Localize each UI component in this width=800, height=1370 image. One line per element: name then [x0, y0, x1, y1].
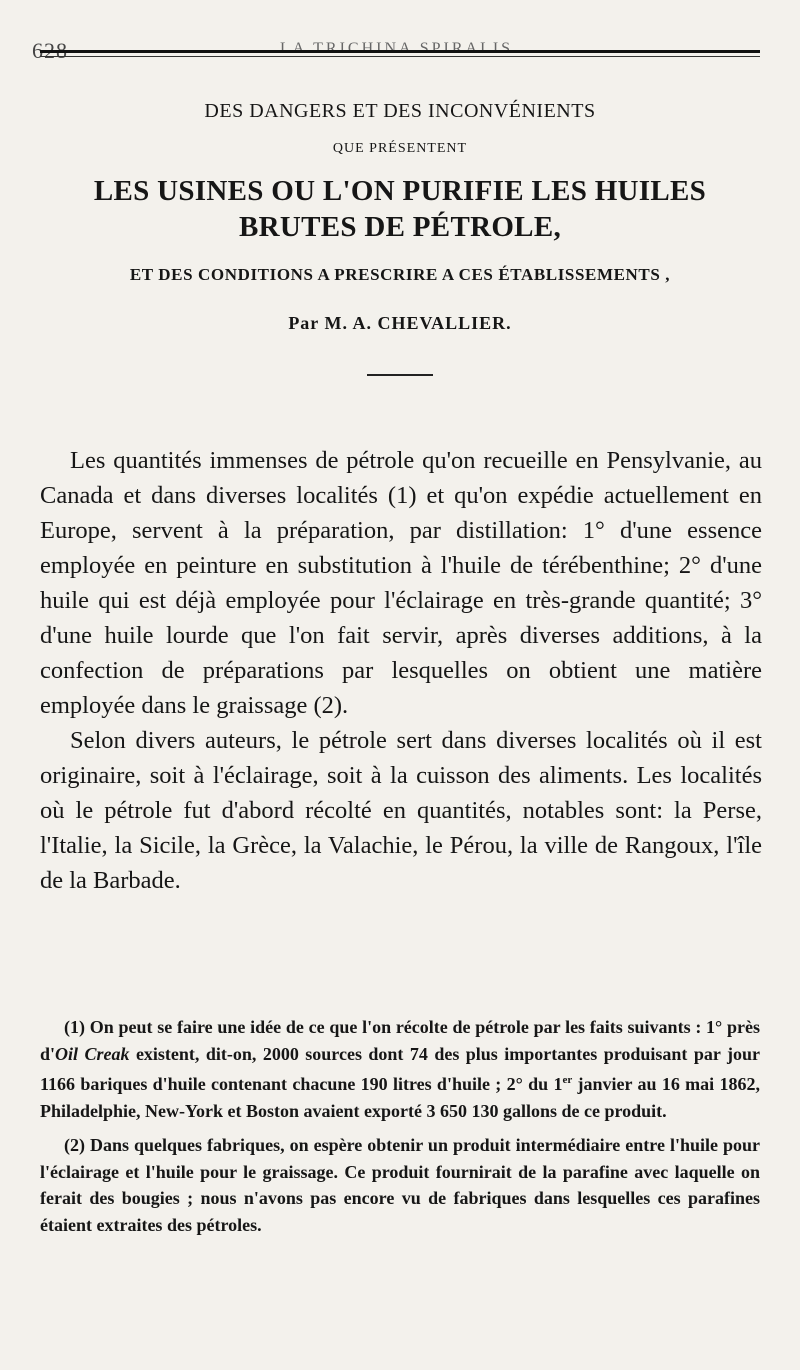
header-rule	[40, 50, 760, 53]
title-separator	[367, 374, 433, 376]
running-title: LA TRICHINA SPIRALIS.	[280, 40, 521, 57]
footnotes	[40, 1014, 760, 1246]
article-title-block	[40, 100, 760, 376]
footnote-1-part-b: existent, dit-on, 2000 sources dont 74 des plus importantes produisant par jour 1166 bariques d'huile contenant chacune 190 litres d'huile ; 2° du 1	[40, 1043, 760, 1094]
title-subtitle: ET DES CONDITIONS A PRESCRIRE A CES ÉTABLISSEMENTS ,	[129, 265, 671, 284]
paragraph-1: Les quantités immenses de pétrole qu'on recueille en Pensylvanie, au Canada et dans diverses localités (1) et qu'on expédie actuellement en Europe, servent à la préparation, par distillation: 1° d'une essence employée en peinture en substitution à l'huile de térébenthine; 2° d'une huile qui est déjà employée pour l'éclairage en très-grande quantité; 3° d'une huile lourde que l'on fait servir, après diverses additions, à la confection de préparations par lesquelles on obtient une matière employée dans le graissage (2).	[40, 447, 762, 719]
footnote-1-part-c: janvier au 16 mai 1862, Philadelphie, New-York et Boston avaient exporté 3 650 130 gallons de ce produit.	[40, 1074, 760, 1121]
footnote-2: (2) Dans quelques fabriques, on espère obtenir un produit intermédiaire entre l'huile pour l'éclairage et l'huile pour le graissage. Ce produit fournirait de la parafine avec laquelle on ferait des bougies ; nous n'avons pas encore vu de fabriques dans lesquelles ces parafines étaient extraites des pétroles.	[40, 1135, 760, 1235]
paragraph-2: Selon divers auteurs, le pétrole sert dans diverses localités où il est originaire, soit à l'éclairage, soit à la cuisson des aliments. Les localités où le pétrole fut d'abord récolté en quantités, notables sont: la Perse, l'Italie, la Sicile, la Grèce, la Valachie, le Pérou, la ville de Rangoux, l'île de la Barbade.	[40, 727, 762, 894]
header-rule-thin	[40, 56, 760, 57]
author-line: Par M. A. CHEVALLIER.	[288, 313, 512, 333]
footnote-1-place: Oil Creak	[55, 1043, 130, 1064]
footnote-1-sup: er	[562, 1074, 573, 1086]
body-text	[40, 443, 762, 898]
title-line-2: QUE PRÉSENTENT	[332, 141, 468, 156]
footnote-1	[40, 1014, 760, 1124]
footnote-1-part-a: (1) On peut se faire une idée de ce que l'on récolte de pétrole par les faits suivants : 1° près d'	[40, 1017, 760, 1064]
title-line-1: DES DANGERS ET DES INCONVÉNIENTS	[204, 100, 596, 122]
title-main: LES USINES OU L'ON PURIFIE LES HUILES BRUTES DE PÉTROLE,	[93, 175, 707, 243]
page-number: 628	[32, 38, 68, 63]
